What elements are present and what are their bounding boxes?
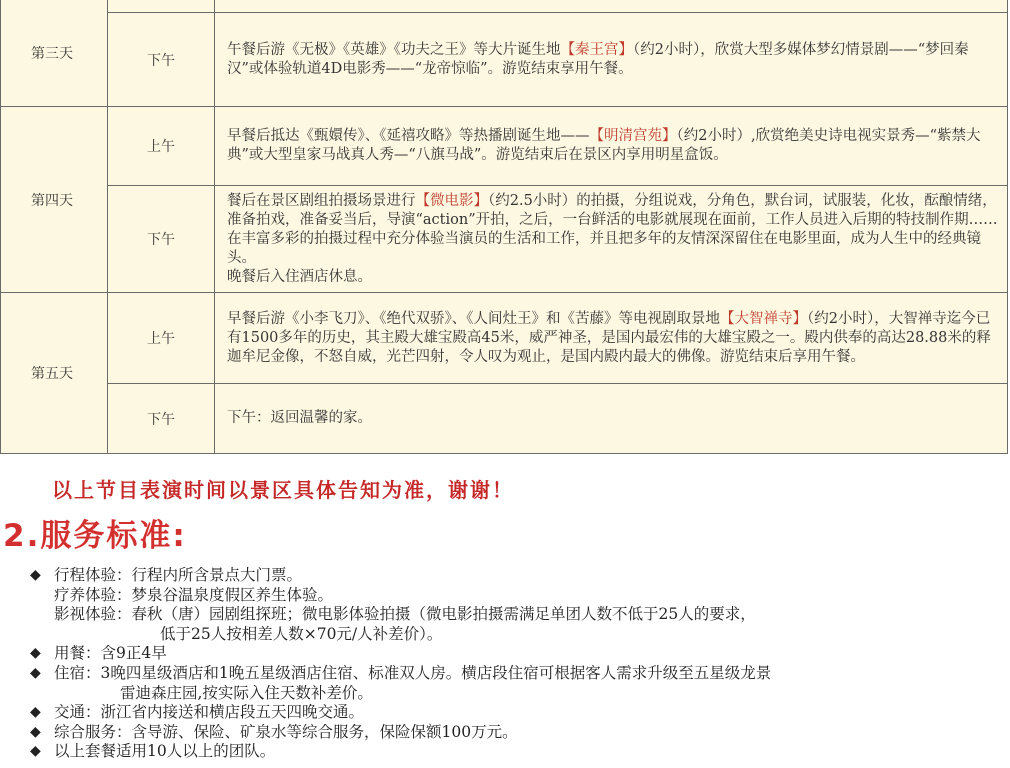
service-item-lodging: ◆ 住宿：3晚四星级酒店和1晚五星级酒店住宿、标准双人房。横店段住宿可根据客人需求升级至五星级龙景 <box>30 663 772 682</box>
activity-description: 餐后在景区剧组拍摄场景进行【微电影】（约2.5小时）的拍摄，分组说戏，分角色，默台词，试服装，化妆，酝酿情绪，准备拍戏，准备妥当后，导演“action”开拍，之后，一台鲜活的电影就展现在面前，工作人员进入后期的特技制作期……在丰富多彩的拍摄过程中充分体验当演员的生活和工作，并且把多年的友情深深留住在电影里面，成为人生中的经典镜头。 晚餐后入住酒店休息。 <box>215 186 1008 293</box>
activity-description: 午餐后游《无极》《英雄》《功夫之王》等大片诞生地【秦王宫】（约2小时），欣赏大型多媒体梦幻情景剧——“梦回秦汉”或体验轨道4D电影秀——“龙帝惊临”。游览结束享用午餐。 <box>215 13 1008 107</box>
service-item-transport: ◆ 交通：浙江省内接送和横店段五天四晚交通。 <box>30 703 365 722</box>
period-label: 上午 <box>108 107 215 186</box>
attraction-highlight: 【大智禅寺】 <box>720 310 807 327</box>
period-label: 上午 <box>108 293 215 384</box>
schedule-notice: 以上节目表演时间以景区具体告知为准，谢谢！ <box>52 478 514 502</box>
day-label: 第五天 <box>31 366 73 382</box>
service-item-meals: ◆ 用餐：含9正4早 <box>30 644 167 663</box>
period-cell <box>108 0 215 13</box>
desc-cell <box>215 0 1008 13</box>
diamond-bullet-icon: ◆ <box>30 664 41 681</box>
service-item-scope: ◆ 以上套餐适用10人以上的团队。 <box>30 742 276 761</box>
day-cell <box>1 0 108 107</box>
day-cell <box>1 293 108 454</box>
service-item-itinerary: ◆ 行程体验：行程内所含景点大门票。 <box>30 566 303 584</box>
period-label: 下午 <box>108 13 215 107</box>
diamond-bullet-icon: ◆ <box>30 723 41 740</box>
activity-description: 早餐后抵达《甄嬛传》、《延禧攻略》等热播剧诞生地——【明清宫苑】（约2小时）,欣赏绝美史诗电视实景秀—“紫禁大典”或大型皇家马战真人秀—“八旗马战”。游览结束后在景区内享用明星盒饭。 <box>215 107 1008 186</box>
diamond-bullet-icon: ◆ <box>30 704 41 721</box>
day-label: 第三天 <box>31 45 73 62</box>
day-label: 第四天 <box>31 192 73 209</box>
service-item-spa: 疗养体验：梦泉谷温泉度假区养生体验。 <box>54 585 334 604</box>
attraction-highlight: 【秦王宫】 <box>560 41 633 58</box>
period-label: 下午 <box>108 384 215 454</box>
period-label: 下午 <box>108 186 215 293</box>
activity-description: 早餐后游《小李飞刀》、《绝代双骄》、《人间灶王》和《苦藤》等电视剧取景地【大智禅寺】（约2小时），大智禅寺迄今已有1500多年的历史，其主殿大雄宝殿高45米，威严神圣，是国内最宏伟的大雄宝殿之一。殿内供奉的高达28.88米的释迦牟尼金像，不怒自威，光芒四射，令人叹为观止，是国内殿内最大的佛像。游览结束后享用午餐。 <box>215 293 1008 384</box>
service-list <box>30 566 1005 762</box>
attraction-highlight: 【明清宫苑】 <box>589 128 677 144</box>
service-item-film: 影视体验：春秋（唐）园剧组探班；微电影体验拍摄（微电影拍摄需满足单团人数不低于25人的要求， <box>54 605 756 624</box>
service-item-lodging-cont: 雷迪森庄园,按实际入住天数补差价。 <box>120 683 373 702</box>
attraction-highlight: 【微电影】 <box>415 192 488 209</box>
diamond-bullet-icon: ◆ <box>30 645 41 662</box>
day-cell <box>1 107 108 293</box>
evening-note: 晚餐后入住酒店休息。 <box>227 268 372 285</box>
service-item-film-cont: 低于25人按相差人数×70元/人补差价）。 <box>160 624 443 643</box>
diamond-bullet-icon: ◆ <box>30 567 41 583</box>
diamond-bullet-icon: ◆ <box>30 743 41 760</box>
activity-description: 下午：返回温馨的家。 <box>215 384 1008 454</box>
service-item-general: ◆ 综合服务：含导游、保险、矿泉水等综合服务，保险保额100万元。 <box>30 722 518 741</box>
section-title: 2.服务标准: <box>3 518 187 554</box>
